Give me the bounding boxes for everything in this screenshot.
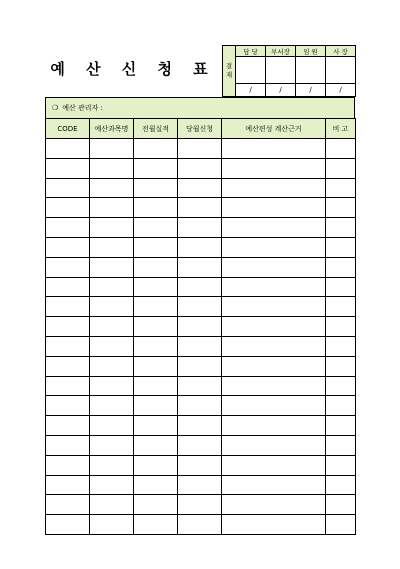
table-row [46,396,356,416]
table-cell[interactable] [90,257,134,277]
table-row [46,237,356,257]
circle-bullet-icon: ❍ [52,104,59,112]
table-cell[interactable] [326,237,356,257]
table-cell[interactable] [134,515,178,535]
table-cell[interactable] [178,475,222,495]
table-cell[interactable] [90,376,134,396]
table-row [46,376,356,396]
column-header-prev-month: 전월실적 [134,119,178,139]
table-cell[interactable] [46,158,90,178]
table-cell[interactable] [46,435,90,455]
column-header-remarks: 비 고 [326,119,356,139]
table-row [46,515,356,535]
table-header-row [46,119,356,139]
table-row [46,336,356,356]
table-cell[interactable] [178,158,222,178]
table-cell[interactable] [134,356,178,376]
table-cell[interactable] [90,455,134,475]
table-cell[interactable] [222,257,326,277]
table-cell[interactable] [90,336,134,356]
table-cell[interactable] [134,158,178,178]
table-cell[interactable] [326,317,356,337]
table-cell[interactable] [178,237,222,257]
table-cell[interactable] [90,396,134,416]
table-row [46,495,356,515]
table-cell[interactable] [326,178,356,198]
table-cell[interactable] [326,198,356,218]
table-cell[interactable] [178,356,222,376]
approval-sign-cell[interactable] [326,57,356,84]
table-cell[interactable] [222,336,326,356]
table-cell[interactable] [222,237,326,257]
table-cell[interactable] [178,376,222,396]
table-cell[interactable] [178,139,222,159]
table-cell[interactable] [326,297,356,317]
approval-header-bujangjang: 부서장 [266,46,296,57]
table-cell[interactable] [134,455,178,475]
approval-date-cell[interactable]: / [236,84,266,97]
table-cell[interactable] [326,218,356,238]
table-cell[interactable] [90,277,134,297]
table-cell[interactable] [326,475,356,495]
table-cell[interactable] [222,515,326,535]
table-cell[interactable] [178,435,222,455]
table-cell[interactable] [90,158,134,178]
table-cell[interactable] [90,218,134,238]
table-row [46,297,356,317]
table-cell[interactable] [90,515,134,535]
approval-side-label [223,46,236,97]
table-cell[interactable] [178,515,222,535]
table-cell[interactable] [222,317,326,337]
approval-side-text: 결 재 [225,62,233,79]
table-cell[interactable] [46,376,90,396]
table-cell[interactable] [90,237,134,257]
table-cell[interactable] [178,178,222,198]
table-cell[interactable] [326,515,356,535]
table-cell[interactable] [326,139,356,159]
table-cell[interactable] [222,218,326,238]
table-cell[interactable] [90,178,134,198]
table-cell[interactable] [222,376,326,396]
table-cell[interactable] [46,396,90,416]
table-cell[interactable] [326,257,356,277]
table-cell[interactable] [134,317,178,337]
table-cell[interactable] [46,356,90,376]
table-cell[interactable] [178,218,222,238]
table-cell[interactable] [134,218,178,238]
table-cell[interactable] [326,336,356,356]
table-cell[interactable] [90,139,134,159]
table-cell[interactable] [178,257,222,277]
table-cell[interactable] [46,475,90,495]
table-cell[interactable] [134,475,178,495]
table-cell[interactable] [134,495,178,515]
table-cell[interactable] [134,198,178,218]
table-cell[interactable] [134,435,178,455]
table-cell[interactable] [326,396,356,416]
table-cell[interactable] [90,435,134,455]
budget-manager-row[interactable] [45,97,355,119]
approval-header-sajang: 사 장 [326,46,356,57]
table-cell[interactable] [46,237,90,257]
table-cell[interactable] [90,475,134,495]
table-cell[interactable] [134,396,178,416]
approval-header-imwon: 임 원 [296,46,326,57]
column-header-code: CODE [46,119,90,139]
column-header-this-month: 당월신청 [178,119,222,139]
table-cell[interactable] [222,435,326,455]
table-cell[interactable] [90,317,134,337]
table-cell[interactable] [46,218,90,238]
table-cell[interactable] [134,139,178,159]
table-cell[interactable] [46,416,90,436]
table-cell[interactable] [46,297,90,317]
table-cell[interactable] [46,455,90,475]
table-cell[interactable] [326,416,356,436]
table-cell[interactable] [178,495,222,515]
table-cell[interactable] [326,356,356,376]
table-cell[interactable] [326,376,356,396]
table-cell[interactable] [46,198,90,218]
table-cell[interactable] [326,277,356,297]
table-cell[interactable] [46,336,90,356]
table-cell[interactable] [90,297,134,317]
budget-manager-label: 예산 관리자 : [62,104,103,112]
table-row [46,455,356,475]
document-title: 예 산 신 청 표 [50,60,216,78]
table-cell[interactable] [46,495,90,515]
table-cell[interactable] [46,257,90,277]
table-cell[interactable] [134,277,178,297]
table-cell[interactable] [326,495,356,515]
table-body [46,139,356,535]
table-row [46,218,356,238]
table-cell[interactable] [326,455,356,475]
approval-sign-cell[interactable] [296,57,326,84]
table-cell[interactable] [90,356,134,376]
table-cell[interactable] [134,297,178,317]
table-cell[interactable] [222,178,326,198]
table-row [46,356,356,376]
table-cell[interactable] [90,198,134,218]
table-cell[interactable] [178,317,222,337]
table-cell[interactable] [46,317,90,337]
table-cell[interactable] [46,515,90,535]
table-cell[interactable] [90,416,134,436]
approval-sign-cell[interactable] [266,57,296,84]
table-cell[interactable] [222,396,326,416]
table-cell[interactable] [178,416,222,436]
table-cell[interactable] [222,139,326,159]
table-cell[interactable] [178,455,222,475]
approval-date-cell[interactable]: / [296,84,326,97]
approval-box [222,45,356,97]
table-cell[interactable] [222,356,326,376]
table-row [46,139,356,159]
table-row [46,178,356,198]
table-cell[interactable] [222,297,326,317]
approval-sign-cell[interactable] [236,57,266,84]
approval-header-damdang: 담 당 [236,46,266,57]
approval-date-cell[interactable]: / [326,84,356,97]
table-cell[interactable] [326,158,356,178]
table-row [46,277,356,297]
column-header-budget-item: 예산과목명 [90,119,134,139]
table-cell[interactable] [178,396,222,416]
table-cell[interactable] [178,198,222,218]
budget-table [45,118,356,535]
table-cell[interactable] [178,277,222,297]
table-cell[interactable] [222,416,326,436]
table-cell[interactable] [326,435,356,455]
table-cell[interactable] [222,277,326,297]
approval-date-cell[interactable]: / [266,84,296,97]
table-cell[interactable] [46,277,90,297]
table-cell[interactable] [134,237,178,257]
column-header-basis: 예산편성 계산근거 [222,119,326,139]
table-cell[interactable] [134,178,178,198]
table-cell[interactable] [46,178,90,198]
table-cell[interactable] [222,158,326,178]
table-row [46,198,356,218]
table-cell[interactable] [222,198,326,218]
table-row [46,158,356,178]
table-cell[interactable] [46,139,90,159]
table-cell[interactable] [222,495,326,515]
table-cell[interactable] [178,336,222,356]
table-row [46,416,356,436]
table-row [46,257,356,277]
table-cell[interactable] [134,376,178,396]
table-cell[interactable] [90,495,134,515]
table-cell[interactable] [134,336,178,356]
table-row [46,317,356,337]
table-cell[interactable] [178,297,222,317]
table-cell[interactable] [222,475,326,495]
table-row [46,475,356,495]
table-cell[interactable] [222,455,326,475]
table-cell[interactable] [134,416,178,436]
table-row [46,435,356,455]
table-cell[interactable] [134,257,178,277]
